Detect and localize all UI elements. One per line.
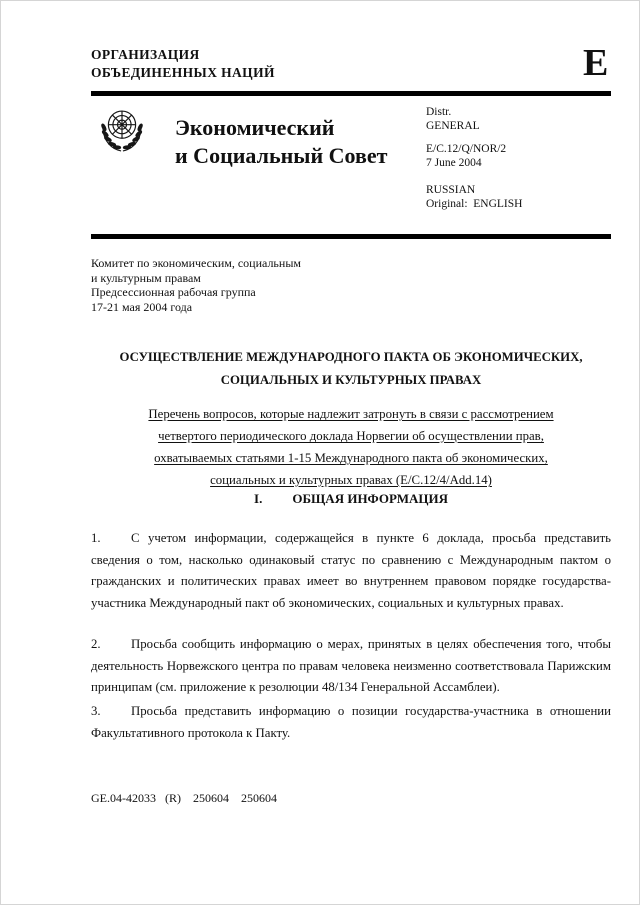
document-symbol: E/C.12/Q/NOR/2 [426, 143, 507, 155]
committee-line1: Комитет по экономическим, социальным [91, 256, 301, 270]
working-group-line: Предсессионная рабочая группа [91, 285, 256, 299]
document-original-language: Original: ENGLISH [426, 198, 523, 210]
section-heading [91, 491, 611, 507]
document-title [91, 346, 611, 392]
section-number: I. [254, 491, 263, 506]
council-title-line2: и Социальный Совет [175, 143, 388, 168]
committee-block [91, 256, 301, 314]
session-dates: 17-21 мая 2004 года [91, 299, 193, 314]
section-title: ОБЩАЯ ИНФОРМАЦИЯ [292, 491, 448, 506]
spacer [426, 170, 522, 183]
subtitle-line1: Перечень вопросов, которые надлежит затронуть в связи с рассмотрением [148, 407, 554, 421]
document-series-letter: E [583, 42, 609, 84]
paragraph-2-text: Просьба сообщить информацию о мерах, принятых в целях обеспечения того, чтобы деятельность Норвежского центра по правам человека неизменно соответствовала Парижским принципам (см. приложение к резолюции 48/134 Генеральной Ассамблеи). [91, 636, 611, 695]
un-emblem-icon [93, 102, 151, 160]
org-name-line2: ОБЪЕДИНЕННЫХ НАЦИЙ [91, 65, 275, 80]
paragraph-3-number: 3. [91, 703, 101, 718]
document-title-line1: ОСУЩЕСТВЛЕНИЕ МЕЖДУНАРОДНОГО ПАКТА ОБ ЭКОНОМИЧЕСКИХ, [119, 350, 583, 364]
distr-value: GENERAL [426, 120, 480, 132]
subtitle-line4: социальных и культурных правах (E/C.12/4/Add.14) [210, 473, 492, 487]
distr-label: Distr. [426, 106, 452, 118]
paragraph-1-number: 1. [91, 530, 101, 545]
subtitle-line3: охватываемых статьями 1-15 Международного пакта об экономических, [154, 451, 548, 465]
paragraph-3-text: Просьба представить информацию о позиции государства-участника в отношении Факультативного протокола к Пакту. [91, 703, 611, 740]
document-reference-footer: GE.04-42033 (R) 250604 250604 [91, 791, 277, 805]
paragraph-1-text: С учетом информации, содержащейся в пункте 6 доклада, просьба представить сведения о том, насколько одинаковый статус по сравнению с Международным пактом о гражданских и политических правах имеет во внутреннем правовом порядке государства-участника Международный пакт об экономических, социальных и культурных правах. [91, 530, 611, 611]
document-subtitle [91, 403, 611, 491]
un-emblem-svg [93, 102, 151, 160]
document-title-line2: СОЦИАЛЬНЫХ И КУЛЬТУРНЫХ ПРАВАХ [220, 373, 482, 387]
horizontal-rule-top [91, 91, 611, 96]
document-date: 7 June 2004 [426, 157, 482, 169]
council-title [175, 114, 387, 170]
document-language: RUSSIAN [426, 184, 476, 196]
council-title-line1: Экономический [175, 115, 335, 140]
subtitle-line2: четвертого периодического доклада Норвегии об осуществлении прав, [158, 429, 544, 443]
spacer [426, 133, 522, 142]
org-name-line1: ОРГАНИЗАЦИЯ [91, 47, 200, 62]
paragraph-2 [91, 634, 611, 699]
paragraph-3 [91, 701, 611, 745]
distribution-block [426, 105, 522, 211]
paragraph-1 [91, 528, 611, 615]
horizontal-rule-bottom [91, 234, 611, 239]
committee-line2: и культурным правам [91, 270, 201, 285]
org-header [91, 46, 275, 82]
paragraph-2-number: 2. [91, 636, 101, 651]
